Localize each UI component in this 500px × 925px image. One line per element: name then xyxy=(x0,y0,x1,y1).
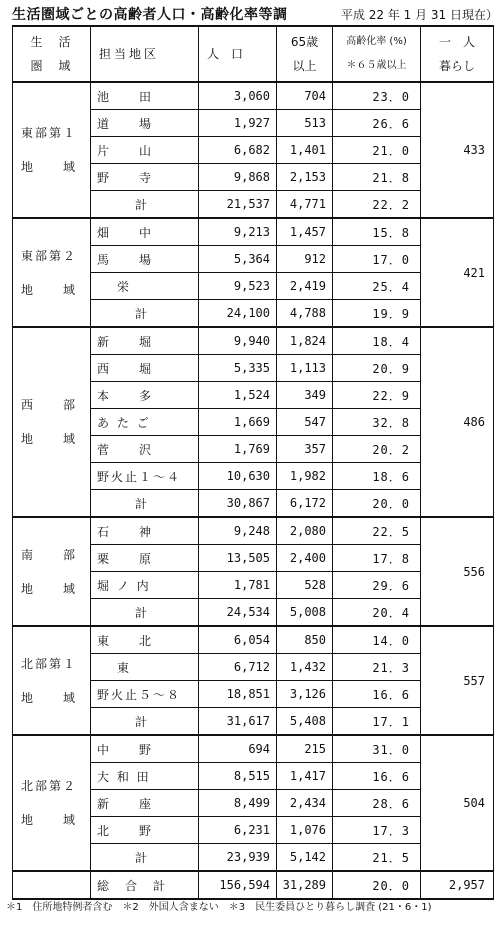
aging-rate-value: 21．0 xyxy=(333,137,421,164)
age65-value: 1,417 xyxy=(277,763,333,790)
age65-value: 5,142 xyxy=(277,844,333,872)
header-rate xyxy=(333,26,421,82)
aging-rate-value: 18．6 xyxy=(333,463,421,490)
age65-value: 4,788 xyxy=(277,300,333,328)
population-value: 6,712 xyxy=(199,654,277,681)
age65-value: 1,824 xyxy=(277,327,333,355)
title-bar xyxy=(0,0,500,26)
aging-rate-value: 21．8 xyxy=(333,164,421,191)
population-value: 23,939 xyxy=(199,844,277,872)
grand-total-rate: 20．0 xyxy=(333,871,421,899)
population-value: 9,868 xyxy=(199,164,277,191)
footnote: ＊1 住所地特例者含む ＊2 外国人含まない ＊3 民生委員ひとり暮らし調査 (21・6・1) xyxy=(6,902,432,913)
area-name: 中 野 xyxy=(91,735,199,763)
aging-rate-value: 20．0 xyxy=(333,490,421,518)
population-value: 9,248 xyxy=(199,517,277,545)
area-name: 片 山 xyxy=(91,137,199,164)
aging-rate-value: 17．8 xyxy=(333,545,421,572)
header-rate-line1: 高齢化率 (%) xyxy=(346,36,407,47)
population-value: 9,940 xyxy=(199,327,277,355)
population-value: 6,682 xyxy=(199,137,277,164)
table-row xyxy=(13,218,494,246)
header-region xyxy=(13,26,91,82)
aging-rate-value: 32．8 xyxy=(333,409,421,436)
region-name-line2: 地 域 xyxy=(21,160,78,174)
area-name: 計 xyxy=(91,844,199,872)
population-value: 31,617 xyxy=(199,708,277,736)
area-name: 新 堀 xyxy=(91,327,199,355)
area-name: 東 xyxy=(91,654,199,681)
age65-value: 357 xyxy=(277,436,333,463)
area-name: 馬 場 xyxy=(91,246,199,273)
grand-total-age65: 31,289 xyxy=(277,871,333,899)
population-value: 1,781 xyxy=(199,572,277,599)
aging-rate-value: 23．0 xyxy=(333,82,421,110)
aging-rate-value: 25．4 xyxy=(333,273,421,300)
age65-value: 513 xyxy=(277,110,333,137)
aging-rate-value: 28．6 xyxy=(333,790,421,817)
population-value: 24,100 xyxy=(199,300,277,328)
aging-rate-value: 26．6 xyxy=(333,110,421,137)
area-name: 畑 中 xyxy=(91,218,199,246)
population-value: 6,054 xyxy=(199,626,277,654)
table-row xyxy=(13,327,494,355)
aging-rate-value: 22．5 xyxy=(333,517,421,545)
age65-value: 2,434 xyxy=(277,790,333,817)
population-value: 30,867 xyxy=(199,490,277,518)
single-living-value: 556 xyxy=(421,517,494,626)
region-name-line2: 地 域 xyxy=(21,581,78,596)
region-name xyxy=(13,626,91,735)
area-name: 北 野 xyxy=(91,817,199,844)
header-area xyxy=(91,26,199,82)
region-name-line1: 北部第２ xyxy=(21,779,78,793)
age65-value: 1,432 xyxy=(277,654,333,681)
area-name: 野 寺 xyxy=(91,164,199,191)
header-age65 xyxy=(277,26,333,82)
aging-rate-value: 31．0 xyxy=(333,735,421,763)
header-age65-line2: 以上 xyxy=(292,59,317,73)
header-population-label: 人 口 xyxy=(207,47,244,61)
table-row xyxy=(13,626,494,654)
aging-rate-value: 22．2 xyxy=(333,191,421,219)
age65-value: 547 xyxy=(277,409,333,436)
region-name-line2: 地 域 xyxy=(21,432,78,446)
age65-value: 850 xyxy=(277,626,333,654)
region-name-line1: 東部第１ xyxy=(21,126,78,140)
single-living-value: 504 xyxy=(421,735,494,871)
age65-value: 215 xyxy=(277,735,333,763)
region-name xyxy=(13,218,91,327)
table-row xyxy=(13,517,494,545)
grand-total-label: 総 合 計 xyxy=(91,871,199,899)
aging-rate-value: 20．2 xyxy=(333,436,421,463)
aging-rate-value: 21．5 xyxy=(333,844,421,872)
age65-value: 2,400 xyxy=(277,545,333,572)
header-region-line1: 生 活 xyxy=(30,35,73,49)
single-living-value: 486 xyxy=(421,327,494,517)
area-name: 計 xyxy=(91,708,199,736)
aging-rate-value: 14．0 xyxy=(333,626,421,654)
area-name: 野火止１～４ xyxy=(91,463,199,490)
population-value: 24,534 xyxy=(199,599,277,627)
population-value: 18,851 xyxy=(199,681,277,708)
area-name: 菅 沢 xyxy=(91,436,199,463)
single-living-value: 433 xyxy=(421,82,494,218)
age65-value: 5,408 xyxy=(277,708,333,736)
grand-total-row xyxy=(13,871,494,899)
document-title: 生活圏域ごとの高齢者人口・高齢化率等調 xyxy=(12,7,288,23)
header-single xyxy=(421,26,494,82)
area-name: 野火止５～８ xyxy=(91,681,199,708)
table-row xyxy=(13,735,494,763)
single-living-value: 421 xyxy=(421,218,494,327)
region-name xyxy=(13,327,91,517)
population-value: 8,499 xyxy=(199,790,277,817)
aging-rate-value: 20．9 xyxy=(333,355,421,382)
age65-value: 1,076 xyxy=(277,817,333,844)
population-value: 6,231 xyxy=(199,817,277,844)
grand-total-single: 2,957 xyxy=(421,871,494,899)
area-name: 計 xyxy=(91,490,199,518)
header-single-line2: 暮らし xyxy=(438,59,475,73)
population-value: 1,769 xyxy=(199,436,277,463)
population-value: 5,335 xyxy=(199,355,277,382)
area-name: 堀 ノ 内 xyxy=(91,572,199,599)
aging-rate-value: 15．8 xyxy=(333,218,421,246)
aging-rate-value: 17．0 xyxy=(333,246,421,273)
aging-rate-value: 21．3 xyxy=(333,654,421,681)
age65-value: 1,401 xyxy=(277,137,333,164)
aging-rate-value: 18．4 xyxy=(333,327,421,355)
single-living-value: 557 xyxy=(421,626,494,735)
region-name-line1: 南 部 xyxy=(21,547,78,562)
population-value: 13,505 xyxy=(199,545,277,572)
region-name xyxy=(13,517,91,626)
population-value: 9,523 xyxy=(199,273,277,300)
age65-value: 349 xyxy=(277,382,333,409)
age65-value: 3,126 xyxy=(277,681,333,708)
age65-value: 528 xyxy=(277,572,333,599)
population-value: 1,669 xyxy=(199,409,277,436)
region-name-line1: 西 部 xyxy=(21,398,78,412)
age65-value: 4,771 xyxy=(277,191,333,219)
area-name: 栗 原 xyxy=(91,545,199,572)
region-name-line2: 地 域 xyxy=(21,813,78,827)
area-name: 新 座 xyxy=(91,790,199,817)
area-name: 東 北 xyxy=(91,626,199,654)
population-value: 1,927 xyxy=(199,110,277,137)
header-single-line1: 一 人 xyxy=(438,35,475,49)
area-name: 計 xyxy=(91,300,199,328)
age65-value: 2,153 xyxy=(277,164,333,191)
grand-total-population: 156,594 xyxy=(199,871,277,899)
age65-value: 2,080 xyxy=(277,517,333,545)
aging-rate-value: 20．4 xyxy=(333,599,421,627)
area-name: 計 xyxy=(91,599,199,627)
population-value: 3,060 xyxy=(199,82,277,110)
population-value: 1,524 xyxy=(199,382,277,409)
aging-rate-value: 29．6 xyxy=(333,572,421,599)
region-name-line2: 地 域 xyxy=(21,282,78,297)
area-name: 西 堀 xyxy=(91,355,199,382)
as-of-date: 平成 22 年 1 月 31 日現在） xyxy=(340,8,498,22)
region-name xyxy=(13,735,91,871)
region-name-line2: 地 域 xyxy=(21,690,78,705)
age65-value: 1,457 xyxy=(277,218,333,246)
population-value: 694 xyxy=(199,735,277,763)
region-name xyxy=(13,82,91,218)
grand-total-blank xyxy=(13,871,91,899)
age65-value: 912 xyxy=(277,246,333,273)
age65-value: 6,172 xyxy=(277,490,333,518)
header-age65-line1: 65歳 xyxy=(290,35,319,49)
header-population xyxy=(199,26,277,82)
aging-rate-value: 16．6 xyxy=(333,681,421,708)
header-area-label: 担当地区 xyxy=(99,47,160,61)
population-value: 5,364 xyxy=(199,246,277,273)
population-value: 9,213 xyxy=(199,218,277,246)
header-region-line2: 圏 域 xyxy=(30,59,73,73)
aging-rate-value: 19．9 xyxy=(333,300,421,328)
region-name-line1: 東部第２ xyxy=(21,248,78,263)
area-name: 大 和 田 xyxy=(91,763,199,790)
population-value: 10,630 xyxy=(199,463,277,490)
age65-value: 1,982 xyxy=(277,463,333,490)
age65-value: 2,419 xyxy=(277,273,333,300)
age65-value: 704 xyxy=(277,82,333,110)
area-name: 栄 xyxy=(91,273,199,300)
population-value: 8,515 xyxy=(199,763,277,790)
age65-value: 1,113 xyxy=(277,355,333,382)
aging-rate-value: 17．3 xyxy=(333,817,421,844)
aging-rate-value: 17．1 xyxy=(333,708,421,736)
aging-rate-value: 16．6 xyxy=(333,763,421,790)
area-name: 道 場 xyxy=(91,110,199,137)
aging-rate-value: 22．9 xyxy=(333,382,421,409)
population-table xyxy=(12,25,494,900)
population-value: 21,537 xyxy=(199,191,277,219)
area-name: あ た ご xyxy=(91,409,199,436)
area-name: 本 多 xyxy=(91,382,199,409)
table-row xyxy=(13,82,494,110)
region-name-line1: 北部第１ xyxy=(21,656,78,671)
area-name: 池 田 xyxy=(91,82,199,110)
age65-value: 5,008 xyxy=(277,599,333,627)
area-name: 計 xyxy=(91,191,199,219)
header-rate-line2: ＊６５歳以上 xyxy=(346,60,407,71)
area-name: 石 神 xyxy=(91,517,199,545)
